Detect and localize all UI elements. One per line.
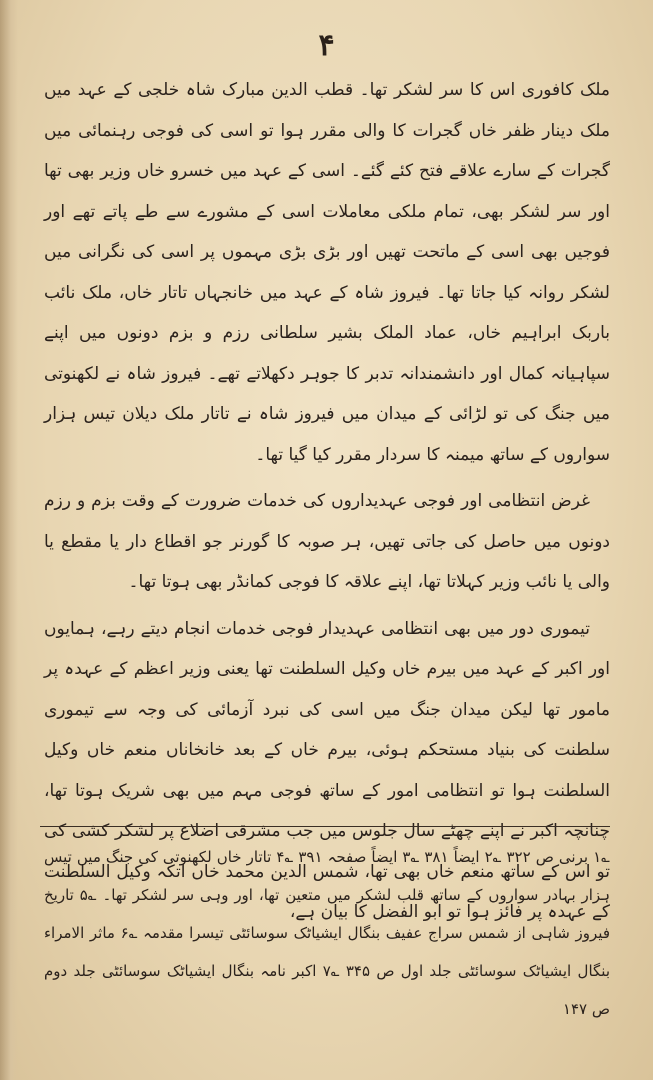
page-number: ۴ [318, 28, 335, 63]
main-text [44, 70, 610, 939]
paragraph-1: ملک کافوری اس کا سر لشکر تھا۔ قطب الدین مبارک شاہ خلجی کے عہد میں ملک دینار ظفر خاں گجرات کا والی مقرر ہوا تو اسی کی فوجی رہنمائی میں گجرات کے سارے علاقے فتح کئے گئے۔ اسی کے عہد میں خسرو خاں وزیر بھی تھا اور سر لشکر بھی، تمام ملکی معاملات اسی کے مشورے سے طے پاتے تھے اور فوجیں بھی اسی کے ماتحت تھیں اور بڑی بڑی مہموں پر اسی کی نگرانی میں لشکر روانہ کیا جاتا تھا۔ فیروز شاہ کے عہد میں خانجہاں تاتار خاں، ملک نائب باربک ابراہیم خاں، عماد الملک بشیر سلطانی رزم و بزم دونوں میں اپنے سپاہیانہ کمال اور دانشمندانہ تدبر کا جوہر دکھلاتے تھے۔ فیروز شاہ نے لکھنوتی میں جنگ کی تو لڑائی کے میدان میں فیروز شاہ نے تاتار ملک دیلان تیس ہزار سواروں کے ساتھ میمنہ کا سردار مقرر کیا گیا تھا۔ [44, 80, 610, 465]
page-edge-shadow [0, 0, 18, 1080]
paragraph-3: تیموری دور میں بھی انتظامی عہدیدار فوجی خدمات انجام دیتے رہے، ہمایوں اور اکبر کے عہد میں بیرم خاں وکیل السلطنت تھا یعنی وزیر اعظم کے عہدہ پر مامور تھا لیکن میدان جنگ میں اسی کی نبرد آزمائی کی وجہ سے تیموری سلطنت کی بنیاد مستحکم ہوئی، بیرم خاں کے بعد خانخاناں منعم خاں وکیل السلطنت ہوا تو انتظامی امور کے ساتھ فوجی مہم میں بھی شریک ہوتا تھا، چنانچہ اکبر نے اپنے چھٹے سال جلوس میں جب مشرقی اضلاع پر لشکر کشی کی تو اس کے ساتھ منعم خاں بھی تھا، شمس الدین محمد خاں اتکہ وکیل السلطنت کے عہدہ پر فائز ہوا تو ابو الفضل کا بیان ہے، [44, 618, 610, 922]
footnote-divider [40, 826, 610, 827]
paragraph-2: غرض انتظامی اور فوجی عہدیداروں کی خدمات ضرورت کے وقت بزم و رزم دونوں میں حاصل کی جاتی تھیں، ہر صوبہ کا گورنر جو اقطاع دار یا مقطع یا والی یا نائب وزیر کہلاتا تھا، اپنے علاقہ کا فوجی کمانڈر بھی ہوتا تھا۔ [44, 491, 610, 592]
footnote-text: ؎۱ برنی ص ۳۲۲ ؎۲ ایضاً ۳۸۱ ؎۳ ایضاً صفحہ ۳۹۱ ؎۴ تاتار خاں لکھنوتی کی جنگ میں تیس ہزار بہادر سواروں کے ساتھ قلب لشکر میں متعین تھا، اور وہی سر لشکر تھا۔ ؎۵ تاریخ فیروز شاہی از شمس سراج عفیف بنگال ایشیاٹک سوسائٹی تیسرا مقدمہ ؎۶ ماثر الامراء بنگال ایشیاٹک سوسائٹی جلد اول ص ۳۴۵ ؎۷ اکبر نامہ بنگال ایشیاٹک سوسائٹی جلد دوم ص ۱۴۷ [44, 848, 610, 1018]
footnotes [44, 838, 610, 1028]
